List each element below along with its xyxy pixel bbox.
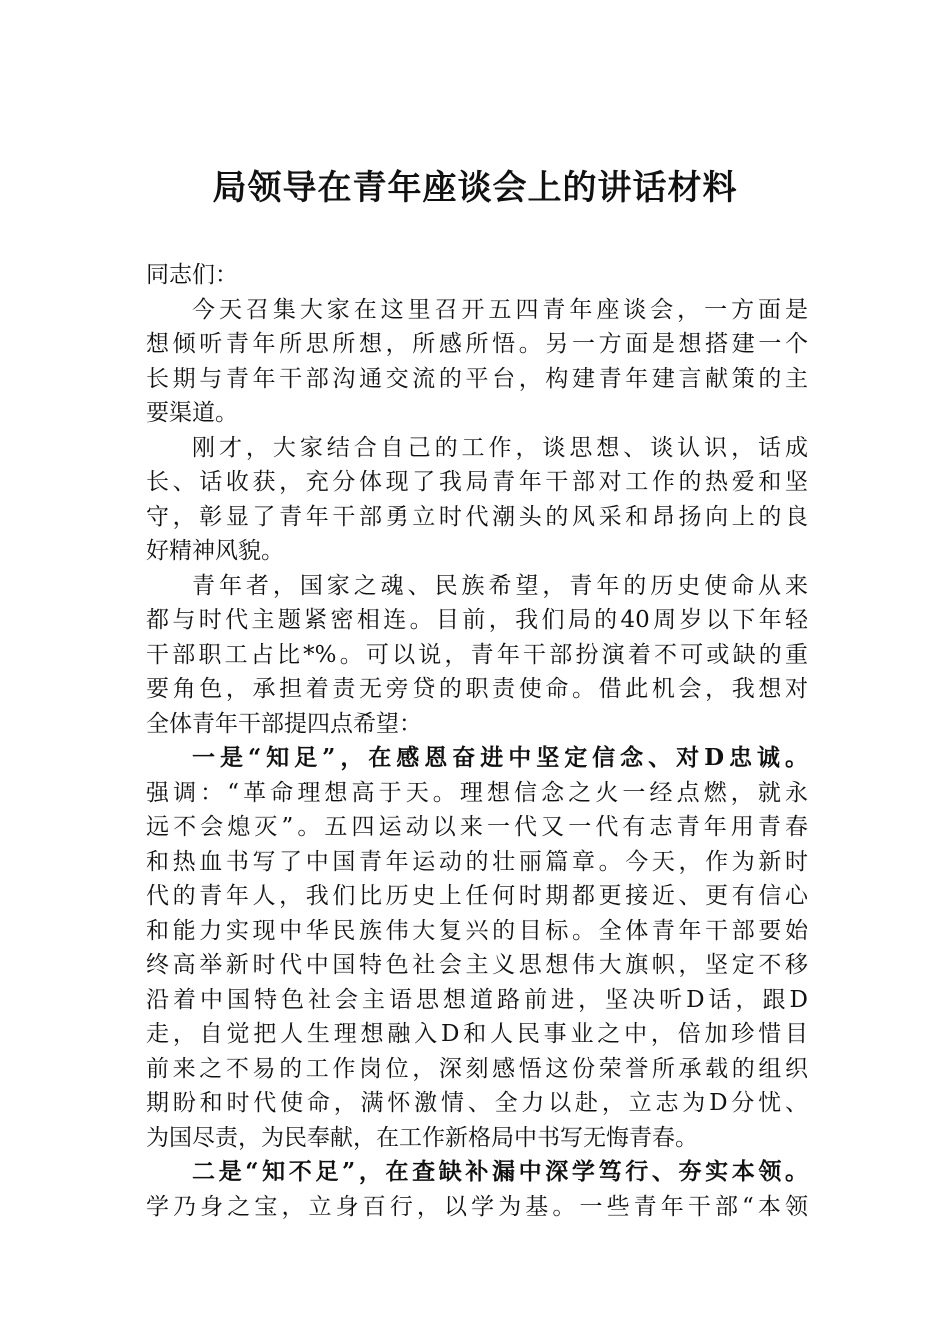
- paragraph-line: 长期与青年干部沟通交流的平台，构建青年建言献策的主: [146, 365, 808, 392]
- document-body: [146, 258, 808, 1224]
- paragraph-line: 终高举新时代中国特色社会主义思想伟大旗帜，坚定不移: [146, 952, 808, 978]
- paragraph-line: 想倾听青年所思所想，所感所悟。另一方面是想搭建一个: [146, 331, 808, 357]
- paragraph-line: 学乃身之宝，立身百行，以学为基。一些青年干部“本领: [146, 1193, 808, 1220]
- paragraph-line: 长、话收获，充分体现了我局青年干部对工作的热爱和坚: [146, 469, 808, 495]
- paragraph-line: 要角色，承担着责无旁贷的职责使命。借此机会，我想对: [146, 676, 808, 702]
- paragraph-line: 强调：“革命理想高于天。理想信念之火一经点燃，就永: [146, 779, 808, 806]
- paragraph-line: 和能力实现中华民族伟大复兴的目标。全体青年干部要始: [146, 917, 808, 944]
- paragraph-line: 代的青年人，我们比历史上任何时期都更接近、更有信心: [146, 883, 808, 909]
- paragraph-line: 前来之不易的工作岗位，深刻感悟这份荣誉所承载的组织: [146, 1055, 808, 1082]
- paragraph-line: 远不会熄灭”。五四运动以来一代又一代有志青年用青春: [146, 814, 808, 840]
- document-title: 局领导在青年座谈会上的讲话材料: [212, 168, 738, 208]
- paragraph-line: 走，自觉把人生理想融入D和人民事业之中，倍加珍惜目: [146, 1021, 808, 1047]
- section-heading: 一是“知足”，在感恩奋进中坚定信念、对D忠诚。: [192, 744, 808, 771]
- paragraph-line: 干部职工占比*%。可以说，青年干部扮演着不可或缺的重: [146, 641, 808, 668]
- paragraph-line: 要渠道。: [146, 400, 238, 426]
- salutation: 同志们：: [146, 262, 238, 288]
- paragraph-line: 为国尽责，为民奉献，在工作新格局中书写无悔青春。: [146, 1124, 698, 1151]
- paragraph-line: 沿着中国特色社会主语思想道路前进，坚决听D话，跟D: [146, 986, 808, 1013]
- paragraph-line: 青年者，国家之魂、民族希望，青年的历史使命从来: [192, 572, 808, 599]
- paragraph-line: 守，彰显了青年干部勇立时代潮头的风采和昂扬向上的良: [146, 503, 808, 530]
- paragraph-line: 和热血书写了中国青年运动的壮丽篇章。今天，作为新时: [146, 848, 808, 875]
- paragraph-line: 刚才，大家结合自己的工作，谈思想、谈认识，话成: [192, 434, 808, 461]
- paragraph-line: 期盼和时代使命，满怀激情、全力以赴，立志为D分忧、: [146, 1090, 808, 1116]
- paragraph-line: 都与时代主题紧密相连。目前，我们局的40周岁以下年轻: [146, 607, 808, 633]
- paragraph-line: 好精神风貌。: [146, 538, 284, 564]
- paragraph-line: 全体青年干部提四点希望：: [146, 710, 422, 737]
- paragraph-line: 今天召集大家在这里召开五四青年座谈会，一方面是: [192, 296, 808, 323]
- section-heading: 二是“知不足”，在查缺补漏中深学笃行、夯实本领。: [192, 1158, 808, 1185]
